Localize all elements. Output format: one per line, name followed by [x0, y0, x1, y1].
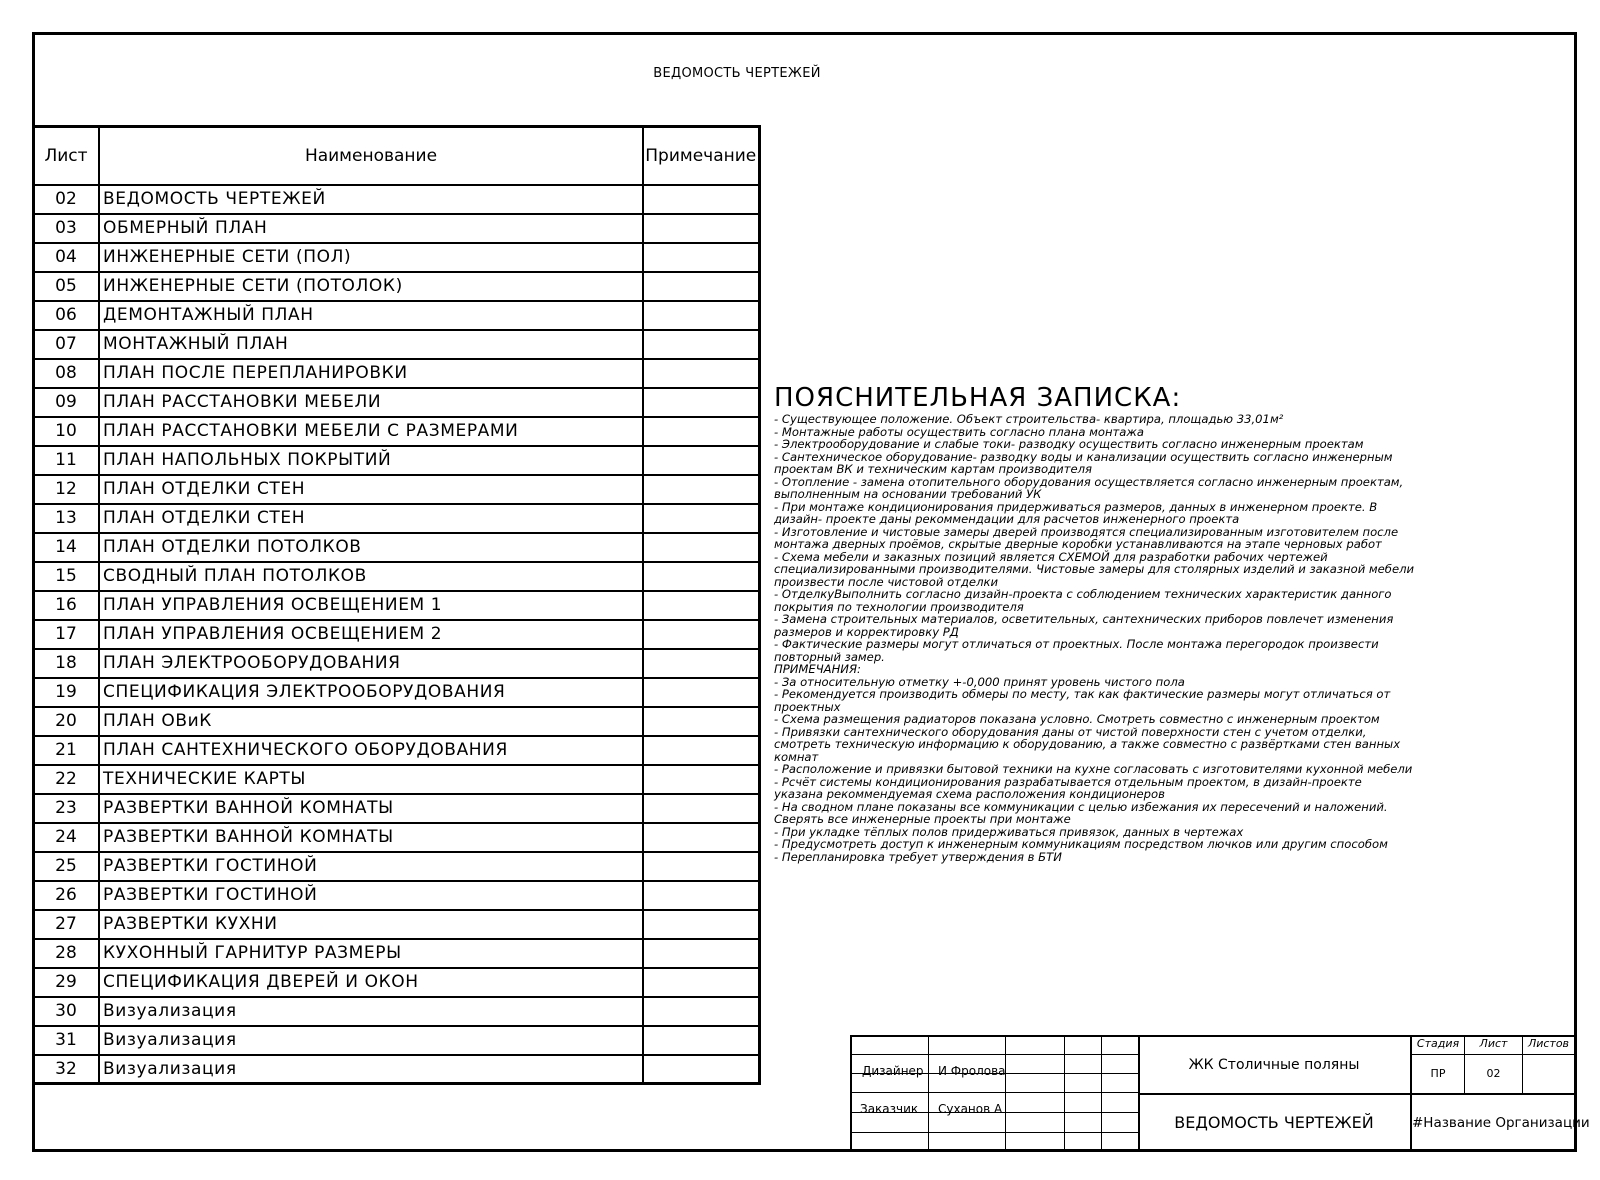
note-line: проектных	[774, 699, 841, 714]
table-row	[33, 330, 759, 359]
sheet-name: ВЕДОМОСТЬ ЧЕРТЕЖЕЙ	[99, 185, 643, 214]
sheet-note	[643, 736, 759, 765]
sheet-number: 25	[33, 852, 99, 881]
table-row	[33, 823, 759, 852]
note-line: - Перепланировка требует утверждения в БТИ	[774, 849, 1062, 864]
sheets-label: Листов	[1527, 1037, 1570, 1050]
title-block	[850, 1035, 1590, 1152]
note-line: - Существующее положение. Объект строительства- квартира, площадью 33,01м²	[774, 412, 1284, 426]
sheet-number: 12	[33, 475, 99, 504]
sheet-number: 04	[33, 243, 99, 272]
sheet-name: ПЛАН ОВиК	[99, 707, 643, 736]
sheet-number: 26	[33, 881, 99, 910]
sheet-note	[643, 243, 759, 272]
sheet-name: КУХОННЫЙ ГАРНИТУР РАЗМЕРЫ	[99, 939, 643, 968]
sheet-note	[643, 330, 759, 359]
sheet-note	[643, 301, 759, 330]
note-line: - Привязки сантехнического оборудования даны от чистой поверхности стен с учетом отделки,	[774, 724, 1367, 739]
note-line: повторный замер.	[774, 649, 885, 664]
sheet-number: 07	[33, 330, 99, 359]
header-name: Наименование	[99, 127, 643, 185]
sheet-title: ВЕДОМОСТЬ ЧЕРТЕЖЕЙ	[1174, 1113, 1374, 1132]
table-row	[33, 446, 759, 475]
note-line: - Предусмотреть доступ к инженерным коммуникациям посредством лючков или другим способом	[774, 837, 1388, 851]
sheet-note	[643, 968, 759, 997]
sheet-name: РАЗВЕРТКИ КУХНИ	[99, 910, 643, 939]
sheet-name: ПЛАН ОТДЕЛКИ СТЕН	[99, 504, 643, 533]
table-row	[33, 997, 759, 1026]
stamp-line	[1410, 1054, 1574, 1055]
note-line: - Замена строительных материалов, осветительных, сантехнических приборов повлечет изменения	[774, 612, 1394, 626]
note-line: произвести после чистовой отделки	[774, 574, 999, 589]
sheet-name: ПЛАН РАССТАНОВКИ МЕБЕЛИ	[99, 388, 643, 417]
sheet-number: 22	[33, 765, 99, 794]
sheet-name: РАЗВЕРТКИ ГОСТИНОЙ	[99, 852, 643, 881]
document-title: ВЕДОМОСТЬ ЧЕРТЕЖЕЙ	[653, 66, 821, 81]
note-line: - На сводном плане показаны все коммуникации с целью избежания их пересечений и наложений.	[774, 799, 1388, 814]
sheet-note	[643, 272, 759, 301]
project-name: ЖК Столичные поляны	[1188, 1057, 1360, 1073]
note-line: - Фактические размеры могут отличаться от проектных. После монтажа перегородок произвести	[774, 637, 1379, 651]
note-line: выполненным на основании требований УК	[774, 487, 1042, 501]
sheet-number: 03	[33, 214, 99, 243]
note-line: размеров и корректировку РД	[774, 624, 959, 639]
sheet-note	[643, 823, 759, 852]
explanatory-note	[774, 383, 1434, 863]
sheet-number: 31	[33, 1026, 99, 1055]
note-line: комнат	[774, 749, 819, 764]
note-line: проектам ВК и техническим картам производителя	[774, 462, 1092, 476]
note-line: - Электрооборудование и слабые токи- разводку осуществить согласно инженерным проектам	[774, 437, 1364, 451]
sheet-number: 14	[33, 533, 99, 562]
sheet-name: Визуализация	[99, 997, 643, 1026]
sheet-number: 27	[33, 910, 99, 939]
note-line: - Сантехническое оборудование- разводку воды и канализации осуществить согласно инженерным	[774, 449, 1393, 464]
sheet-number: 15	[33, 562, 99, 591]
sheet-name: Визуализация	[99, 1026, 643, 1055]
sheet-note	[643, 533, 759, 562]
stamp-line	[850, 1092, 1138, 1093]
sheet-name: ПЛАН РАССТАНОВКИ МЕБЕЛИ С РАЗМЕРАМИ	[99, 417, 643, 446]
organization-name: #Название Организации	[1412, 1115, 1590, 1131]
sheet-number: 29	[33, 968, 99, 997]
notes-heading: ПОЯСНИТЕЛЬНАЯ ЗАПИСКА:	[774, 383, 1182, 413]
sheet-name: СВОДНЫЙ ПЛАН ПОТОЛКОВ	[99, 562, 643, 591]
sheet-note	[643, 649, 759, 678]
sheet-name: ОБМЕРНЫЙ ПЛАН	[99, 214, 643, 243]
sheet-name: ПЛАН ОТДЕЛКИ СТЕН	[99, 475, 643, 504]
note-line: - ОтделкуВыполнить согласно дизайн-проекта с соблюдением технических характеристик данного	[774, 587, 1392, 601]
note-line: - Расположение и привязки бытовой техники на кухне согласовать с изготовителями кухонной мебели	[774, 762, 1413, 776]
sheet-number: 23	[33, 794, 99, 823]
sheet-name: МОНТАЖНЫЙ ПЛАН	[99, 330, 643, 359]
sheet-name: ПЛАН УПРАВЛЕНИЯ ОСВЕЩЕНИЕМ 2	[99, 620, 643, 649]
sheet-name: ДЕМОНТАЖНЫЙ ПЛАН	[99, 301, 643, 330]
customer-label: Заказчик	[860, 1102, 919, 1116]
table-row	[33, 620, 759, 649]
sheet-number: 08	[33, 359, 99, 388]
note-line: - Изготовление и чистовые замеры дверей производятся специализированным изготовителем после	[774, 524, 1399, 539]
sheet-number: 21	[33, 736, 99, 765]
note-line: Сверять все инженерные проекты при монтаже	[774, 812, 1071, 826]
note-line: - Рекомендуется производить обмеры по месту, так как фактические размеры могут отличаться от	[774, 687, 1391, 701]
sheet-note	[643, 707, 759, 736]
sheet-note	[643, 1055, 759, 1084]
note-line: - За относительную отметку +-0,000 принят уровень чистого пола	[774, 674, 1185, 689]
sheet-note	[643, 562, 759, 591]
sheet-name: РАЗВЕРТКИ ГОСТИНОЙ	[99, 881, 643, 910]
table-row	[33, 504, 759, 533]
table-row	[33, 794, 759, 823]
sheet-note	[643, 446, 759, 475]
sheet-note	[643, 939, 759, 968]
sheet-name: ПЛАН УПРАВЛЕНИЯ ОСВЕЩЕНИЕМ 1	[99, 591, 643, 620]
sheet-note	[643, 504, 759, 533]
note-line: дизайн- проекте даны рекоммендации для расчетов инженерного проекта	[774, 512, 1240, 526]
sheet-name: ИНЖЕНЕРНЫЕ СЕТИ (ПОЛ)	[99, 243, 643, 272]
sheet-number: 20	[33, 707, 99, 736]
sheet-note	[643, 997, 759, 1026]
sheet-number: 30	[33, 997, 99, 1026]
note-line: - Отопление - замена отопительного оборудования осуществляется согласно инженерным проектам,	[774, 474, 1404, 489]
sheet-number: 02	[33, 185, 99, 214]
drawings-list-table	[32, 125, 761, 1085]
sheet-name: ПЛАН ЭЛЕКТРООБОРУДОВАНИЯ	[99, 649, 643, 678]
sheet-note	[643, 475, 759, 504]
note-line: - При укладке тёплых полов придерживаться привязок, данных в чертежах	[774, 824, 1244, 839]
table-row	[33, 214, 759, 243]
stamp-line	[928, 1035, 929, 1152]
table-body	[33, 185, 759, 1084]
table-row	[33, 475, 759, 504]
sheet-note	[643, 881, 759, 910]
sheet-note	[643, 620, 759, 649]
header-note: Примечание	[643, 127, 759, 185]
sheet-name: ИНЖЕНЕРНЫЕ СЕТИ (ПОТОЛОК)	[99, 272, 643, 301]
table-row	[33, 968, 759, 997]
table-row	[33, 678, 759, 707]
header-sheet: Лист	[33, 127, 99, 185]
table-row	[33, 736, 759, 765]
note-line: смотреть техническую информацию к оборудованию, а также совместно с развёртками стен ванных	[774, 737, 1401, 751]
sheet-number: 13	[33, 504, 99, 533]
table-row	[33, 185, 759, 214]
sheet-number: 06	[33, 301, 99, 330]
sheet-name: ПЛАН НАПОЛЬНЫХ ПОКРЫТИЙ	[99, 446, 643, 475]
stamp-line	[1064, 1035, 1065, 1152]
sheet-name: ПЛАН ОТДЕЛКИ ПОТОЛКОВ	[99, 533, 643, 562]
sheet-note	[643, 1026, 759, 1055]
table-row	[33, 388, 759, 417]
sheet-number: 09	[33, 388, 99, 417]
sheet-name: Визуализация	[99, 1055, 643, 1084]
sheet-note	[643, 852, 759, 881]
stamp-line	[1005, 1035, 1006, 1152]
note-line: специализированными производителями. Чистовые замеры для столярных изделий и заказной мебели	[774, 562, 1415, 576]
sheet-name: СПЕЦИФИКАЦИЯ ЭЛЕКТРООБОРУДОВАНИЯ	[99, 678, 643, 707]
table-row	[33, 1026, 759, 1055]
stage-value: ПР	[1430, 1067, 1446, 1080]
stage-label: Стадия	[1416, 1037, 1460, 1050]
sheet-note	[643, 388, 759, 417]
note-line: указана рекоммендуемая схема расположения кондиционеров	[774, 787, 1165, 801]
note-line: - Схема мебели и заказных позиций является СХЕМОЙ для разработки рабочих чертежей	[774, 549, 1328, 564]
customer-name: Суханов А	[938, 1102, 1003, 1116]
sheet-number: 18	[33, 649, 99, 678]
sheet-number: 28	[33, 939, 99, 968]
sheet-number: 32	[33, 1055, 99, 1084]
table-row	[33, 765, 759, 794]
stamp-line	[850, 1132, 1138, 1133]
designer-label: Дизайнер	[862, 1064, 924, 1078]
note-line: - Монтажные работы осуществить согласно плана монтажа	[774, 424, 1144, 439]
sheet-name: РАЗВЕРТКИ ВАННОЙ КОМНАТЫ	[99, 823, 643, 852]
sheet-note	[643, 910, 759, 939]
sheet-note	[643, 214, 759, 243]
table-row	[33, 649, 759, 678]
note-line: - Схема размещения радиаторов показана условно. Смотреть совместно с инженерным проектом	[774, 712, 1380, 726]
table-row	[33, 591, 759, 620]
table-row	[33, 533, 759, 562]
stamp-line	[1138, 1093, 1574, 1095]
table-row	[33, 417, 759, 446]
stamp-line	[850, 1035, 852, 1152]
note-line: монтажа дверных проёмов, скрытые дверные коробки устанавливаются на этапе черновых работ	[774, 537, 1382, 551]
table-row	[33, 1055, 759, 1084]
sheet-name: СПЕЦИФИКАЦИЯ ДВЕРЕЙ И ОКОН	[99, 968, 643, 997]
sheet-number: 05	[33, 272, 99, 301]
designer-name: И Фролова	[938, 1064, 1006, 1078]
table-row	[33, 272, 759, 301]
sheet-note	[643, 591, 759, 620]
sheet-name: ПЛАН САНТЕХНИЧЕСКОГО ОБОРУДОВАНИЯ	[99, 736, 643, 765]
notes-lines	[774, 413, 1434, 863]
sheet-note	[643, 765, 759, 794]
table-row	[33, 243, 759, 272]
table-row	[33, 301, 759, 330]
table-row	[33, 910, 759, 939]
sheet-number: 16	[33, 591, 99, 620]
note-line: - При монтаже кондиционирования придерживаться размеров, данных в инженерном проекте. В	[774, 499, 1378, 514]
sheet-value: 02	[1486, 1067, 1501, 1080]
sheet-name: ПЛАН ПОСЛЕ ПЕРЕПЛАНИРОВКИ	[99, 359, 643, 388]
sheet-note	[643, 678, 759, 707]
stamp-line	[850, 1054, 1138, 1055]
sheet-name: ТЕХНИЧЕСКИЕ КАРТЫ	[99, 765, 643, 794]
sheet-name: РАЗВЕРТКИ ВАННОЙ КОМНАТЫ	[99, 794, 643, 823]
table-row	[33, 881, 759, 910]
stamp-line	[1410, 1035, 1412, 1152]
sheet-number: 24	[33, 823, 99, 852]
table-header-row	[33, 127, 759, 185]
table-row	[33, 562, 759, 591]
sheet-number: 11	[33, 446, 99, 475]
sheet-number: 10	[33, 417, 99, 446]
table-row	[33, 359, 759, 388]
table-row	[33, 939, 759, 968]
sheet-number: 19	[33, 678, 99, 707]
note-line: ПРИМЕЧАНИЯ:	[774, 662, 861, 676]
sheet-label: Лист	[1479, 1037, 1508, 1050]
sheet-note	[643, 359, 759, 388]
sheet-note	[643, 794, 759, 823]
sheet-number: 17	[33, 620, 99, 649]
table-row	[33, 852, 759, 881]
stamp-line	[1101, 1035, 1102, 1152]
sheet-note	[643, 417, 759, 446]
sheet-note	[643, 185, 759, 214]
note-line: покрытия по технологии производителя	[774, 599, 1024, 614]
note-line: - Рсчёт системы кондиционирования разрабатывается отдельным проектом, в дизайн-проекте	[774, 774, 1362, 789]
table-row	[33, 707, 759, 736]
